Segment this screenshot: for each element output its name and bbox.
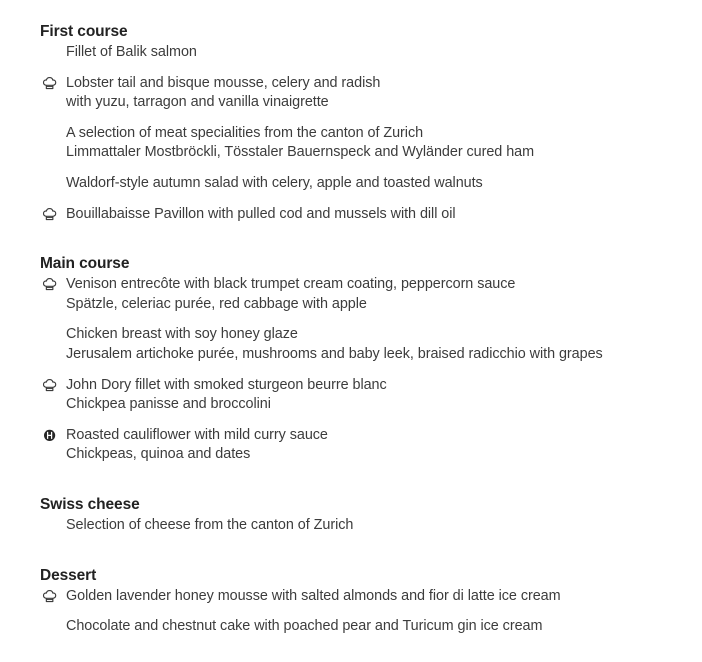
dish-line: Chickpeas, quinoa and dates — [66, 446, 251, 463]
dish-line: Golden lavender honey mousse with salted almonds and fior di latte ice cream — [66, 587, 561, 604]
section-heading: Main course — [40, 255, 130, 273]
dish-line: Chocolate and chestnut cake with poached pear and Turicum gin ice cream — [66, 618, 543, 635]
menu-dish — [40, 74, 702, 113]
chef-hat-icon — [42, 207, 58, 223]
section-heading: Swiss cheese — [40, 495, 140, 513]
section-heading: Dessert — [40, 566, 97, 584]
dish-line: Fillet of Balik salmon — [66, 44, 197, 60]
menu-dish — [40, 325, 702, 364]
menu-dish — [40, 376, 702, 415]
menu-dish — [40, 617, 702, 637]
dish-line: Waldorf-style autumn salad with celery, apple and toasted walnuts — [66, 174, 483, 191]
chef-hat-icon — [42, 277, 58, 293]
dish-line: Venison entrecôte with black trumpet cream coating, peppercorn sauce — [66, 276, 516, 293]
dish-line: John Dory fillet with smoked sturgeon beurre blanc — [66, 376, 387, 393]
menu-dish — [40, 587, 702, 607]
vegetarian-icon — [42, 428, 58, 444]
menu-section — [40, 495, 702, 536]
menu-dish — [40, 124, 702, 163]
menu-dish — [40, 43, 702, 63]
dish-line: with yuzu, tarragon and vanilla vinaigrette — [66, 94, 329, 111]
menu-dish — [40, 275, 702, 314]
dish-line: Jerusalem artichoke purée, mushrooms and baby leek, braised radicchio with grapes — [66, 345, 603, 362]
chef-hat-icon — [42, 76, 58, 92]
menu-dish — [40, 516, 702, 536]
dish-line: A selection of meat specialities from the canton of Zurich — [66, 124, 424, 141]
dish-line: Bouillabaisse Pavillon with pulled cod and mussels with dill oil — [66, 205, 456, 222]
dish-line: Roasted cauliflower with mild curry sauce — [66, 426, 328, 443]
dish-line: Limmattaler Mostbröckli, Tösstaler Bauernspeck and Wyländer cured ham — [66, 144, 535, 161]
menu-dish — [40, 174, 702, 194]
menu-section — [40, 566, 702, 637]
chef-hat-icon — [42, 589, 58, 605]
dish-line: Spätzle, celeriac purée, red cabbage with apple — [66, 295, 367, 312]
menu-section — [40, 22, 702, 224]
section-heading: First course — [40, 23, 128, 40]
dish-line: Chicken breast with soy honey glaze — [66, 326, 298, 343]
chef-hat-icon — [42, 378, 58, 394]
menu-dish — [40, 426, 702, 465]
menu-dish — [40, 205, 702, 225]
dish-line: Selection of cheese from the canton of Zurich — [66, 516, 354, 533]
dish-line: Lobster tail and bisque mousse, celery and radish — [66, 74, 381, 91]
menu-section — [40, 254, 702, 465]
dish-line: Chickpea panisse and broccolini — [66, 396, 271, 413]
